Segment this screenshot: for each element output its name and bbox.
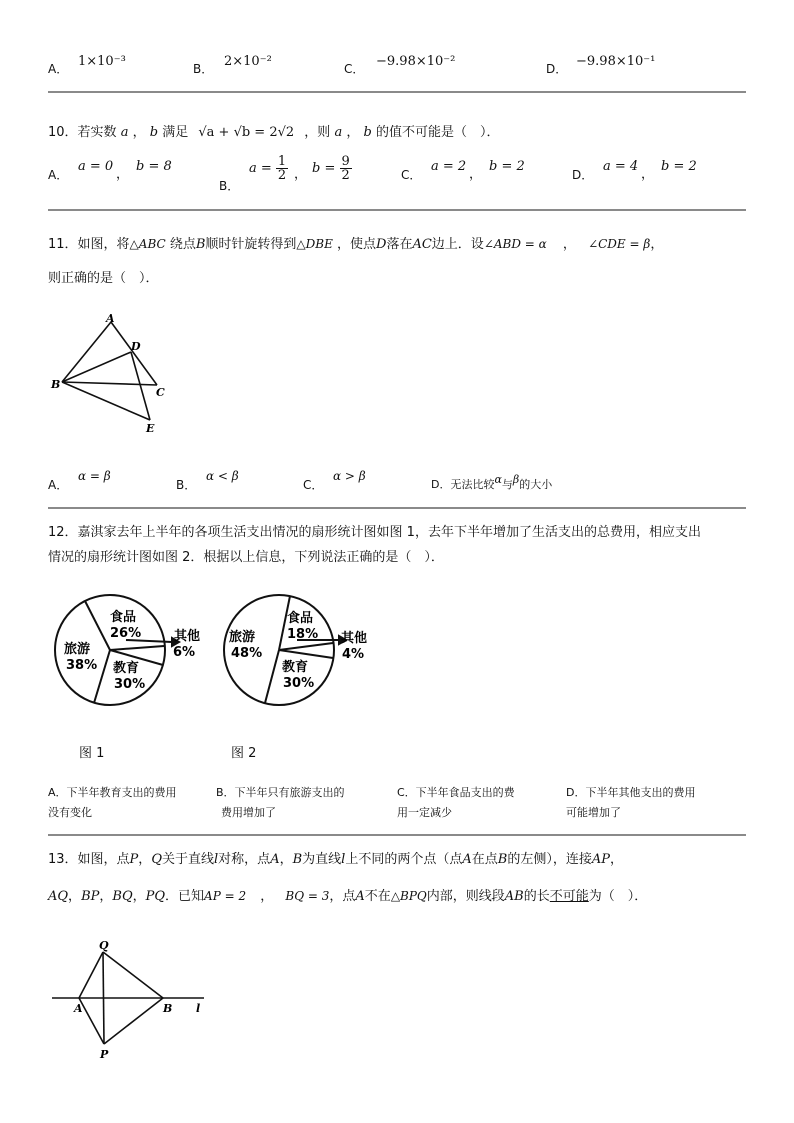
q10-stem-text-2: 满足 [162,125,189,140]
q10-stem-text: 10．若实数 [48,125,117,140]
q10-option-b-label: B． [219,179,240,193]
q10-option-a-v2: b = 8 [136,159,172,174]
q13-bq-eq: BQ = 3 [285,889,330,903]
q10-option-a-comma: ， [116,167,130,182]
q13-segment-bq: BQ [112,889,133,904]
q11-fig-label-c: C [156,386,165,399]
q13-segment-aq: AQ [48,889,69,904]
q10-comma-2: ， [346,125,360,140]
q12-option-b [216,783,345,823]
q13-text: ．已知 [165,889,205,904]
q13-point-a: A [462,852,472,867]
q13-text: 的长 [523,889,550,904]
q10-equation: √a + √b = 2√2 [198,125,295,140]
q12-fig2-travel-pct: 48% [231,646,263,661]
q10-option-c-v1: a = 2 [431,159,467,174]
q12-option-d-line2: 可能增加了 [566,806,621,819]
q11-fig-label-b: B [51,378,61,391]
q11-point-b: B [195,237,206,252]
separator-line [48,91,746,93]
q12-fig1-other-pct: 6% [173,645,196,660]
q12-option-c-line2: 用一定减少 [397,806,452,819]
q13-text: 不在 [364,889,391,904]
q10-option-c-comma: ， [469,167,483,182]
q10-var-b-2: b [363,125,372,140]
q11-comma-2: ， [650,237,664,252]
q11-comma: ， [562,237,576,252]
separator-line [48,834,746,836]
q12-option-a-line1: A．下半年教育支出的费用 [48,786,177,799]
q13-text: 对称，点 [218,852,271,867]
q13-fig-label-q: Q [99,939,109,952]
q12-option-d-line1: D．下半年其他支出的费用 [566,786,696,799]
q11-angle-cde: ∠CDE = β [588,237,651,251]
q12-option-d [566,783,695,823]
q13-cannot-underlined: 不可能 [549,889,589,904]
q10-var-a-2: a [334,125,343,140]
q10-stem-text-4: 的值不可能是（ ）． [375,125,500,140]
q11-option-d-beta: β [512,473,520,486]
q13-segment-ap: AP [591,852,610,867]
q10-option-b-comma: ， [294,167,308,182]
q10-option-c-v2: b = 2 [489,159,525,174]
q11-figure [44,310,174,435]
q12-option-c-line1: C．下半年食品支出的费 [397,786,515,799]
q12-option-a-line2: 没有变化 [48,806,92,819]
q10-stem [48,121,500,140]
q10-option-a-label: A． [48,168,69,182]
q10-option-a-v1: a = 0 [78,159,114,174]
q13-text: ，点 [329,889,356,904]
q10-option-b-v2-lhs: b = [312,161,336,176]
q12-fig1-edu-pct: 30% [114,677,146,692]
q11-text: 顺时针旋转得到 [205,237,297,252]
q12-option-a [48,783,177,823]
separator-line [48,507,746,509]
q12-fig1-food-pct: 26% [110,626,142,641]
q12-option-c [397,783,515,823]
q11-fig-label-e: E [146,422,155,435]
q13-point-b: B [292,852,303,867]
q13-point-b: B [497,852,508,867]
q12-stem-line2: 情况的扇形统计图如图 2．根据以上信息，下列说法正确的是（ ）． [48,550,444,565]
q12-fig1-travel-pct: 38% [66,658,98,673]
q12-fig2-travel-label: 旅游 [229,630,256,645]
q13-line-l: l [341,852,346,867]
q11-option-c-label: C． [303,478,324,492]
q11-segment-ac: AC [412,237,432,252]
q10-option-c-label: C． [401,168,422,182]
q9-option-b-value: 2×10⁻² [224,54,272,69]
q12-fig2-food-label: 食品 [287,611,314,626]
q12-stem-line1: 12．嘉淇家去年上半年的各项生活支出情况的扇形统计图如图 1，去年下半年增加了生活支出的总费用，相应支出 [48,525,701,540]
q13-text: 的左侧），连接 [507,852,592,867]
q11-text: 落在 [386,237,413,252]
q13-text: 内部，则线段 [426,889,505,904]
q10-stem-text-3: ，则 [304,125,331,140]
q9-option-c-value: −9.98×10⁻² [376,54,456,69]
q13-point-a: A [355,889,365,904]
q13-comma: ， [609,852,623,867]
q11-triangle-abc: △ABC [129,237,166,251]
q10-option-b-v1 [249,155,288,182]
q13-ap-eq: AP = 2 [204,889,247,903]
q13-comma: ， [68,889,82,904]
q11-option-b-value: α < β [206,469,239,483]
q13-point-a: A [270,852,280,867]
q10-var-b: b [149,125,159,140]
q12-option-b-line1: B．下半年只有旅游支出的 [216,786,345,799]
q11-triangle-dbe: △DBE [296,237,333,251]
q11-option-d [431,473,553,492]
q11-option-a-label: A． [48,478,69,492]
q9-option-a-label: A． [48,62,69,76]
q11-option-d-text-3: 的大小 [519,478,553,491]
q10-var-a: a [120,125,129,140]
q9-option-d-value: −9.98×10⁻¹ [576,54,656,69]
q12-fig1-caption: 图 1 [79,746,105,761]
q10-option-b-v2 [312,155,352,182]
q11-text: 绕点 [169,237,196,252]
q11-option-a-value: α = β [78,469,111,483]
q10-option-d-v1: a = 4 [603,159,639,174]
q9-option-d-label: D． [546,62,568,76]
q13-point-q: Q [151,852,162,867]
q12-fig1-travel-label: 旅游 [64,642,91,657]
q13-comma: ， [260,889,274,904]
q12-pie-chart-1 [52,592,212,712]
q11-angle-abd: ∠ABD = α [483,237,547,251]
q13-stem-line2 [48,885,647,904]
q11-option-c-value: α > β [333,469,366,483]
q13-triangle-bpq: △BPQ [390,889,427,903]
q12-fig2-other-pct: 4% [342,647,365,662]
q10-option-b-v1-num: 1 [277,154,287,169]
q12-fig1-other-label: 其他 [174,629,201,644]
q13-figure [44,935,214,1065]
q13-stem-line1 [48,848,623,867]
q11-text: ，使点 [336,237,376,252]
q13-fig-label-p: P [100,1048,109,1061]
q13-text: 上不同的两个点（点 [345,852,463,867]
q13-text: 关于直线 [161,852,214,867]
q11-text: 11．如图，将 [48,237,130,252]
q12-pie-chart-2 [221,592,381,712]
q12-fig2-other-label: 其他 [341,631,368,646]
q10-option-d-label: D． [572,168,594,182]
q13-comma: ， [132,889,146,904]
q13-fig-label-a: A [74,1002,83,1015]
q11-fig-label-d: D [131,340,141,353]
q13-text: 为（ ）． [588,889,648,904]
q11-option-d-text: 无法比较 [450,478,495,491]
q13-line-l: l [214,852,219,867]
q10-option-b-v2-num: 9 [341,154,350,169]
q11-text: 边上．设 [431,237,484,252]
q12-fig2-caption: 图 2 [231,746,257,761]
q10-option-b-v1-den: 2 [277,168,287,183]
q13-text: 为直线 [302,852,342,867]
q13-fig-label-l: l [196,1002,201,1015]
q13-segment-bp: BP [81,889,100,904]
q13-comma: ， [279,852,293,867]
q9-option-c-label: C． [344,62,365,76]
separator-line [48,209,746,211]
q11-stem-line2: 则正确的是（ ）． [48,271,159,286]
q13-segment-pq: PQ [145,889,166,904]
q13-comma: ， [99,889,113,904]
q12-fig1-food-label: 食品 [110,610,137,625]
q13-text: 13．如图，点 [48,852,130,867]
q11-fig-label-a: A [106,312,115,325]
q11-option-b-label: B． [176,478,197,492]
q11-option-d-label: D． [431,478,451,491]
q13-comma: ， [138,852,152,867]
q11-option-d-text-2: 与 [501,478,513,491]
q12-fig2-edu-label: 教育 [282,660,309,675]
q11-stem-line1 [48,233,663,252]
q13-segment-ab: AB [504,889,524,904]
q11-point-d: D [376,237,387,252]
q12-fig2-food-pct: 18% [287,627,319,642]
q10-option-b-v1-lhs: a = [249,161,272,176]
q10-comma: ， [132,125,146,140]
q11-option-d-alpha: α [494,473,502,486]
q13-point-p: P [129,852,139,867]
q12-fig2-edu-pct: 30% [283,676,315,691]
q13-text: 在点 [471,852,498,867]
q10-option-d-v2: b = 2 [661,159,697,174]
q9-option-a-value: 1×10⁻³ [78,54,126,69]
q10-option-d-comma: ， [641,167,655,182]
q12-fig1-edu-label: 教育 [113,661,140,676]
q13-fig-label-b: B [163,1002,173,1015]
q10-option-b-v2-den: 2 [341,168,350,183]
q12-option-b-line2: 费用增加了 [221,806,276,819]
q9-option-b-label: B． [193,62,214,76]
